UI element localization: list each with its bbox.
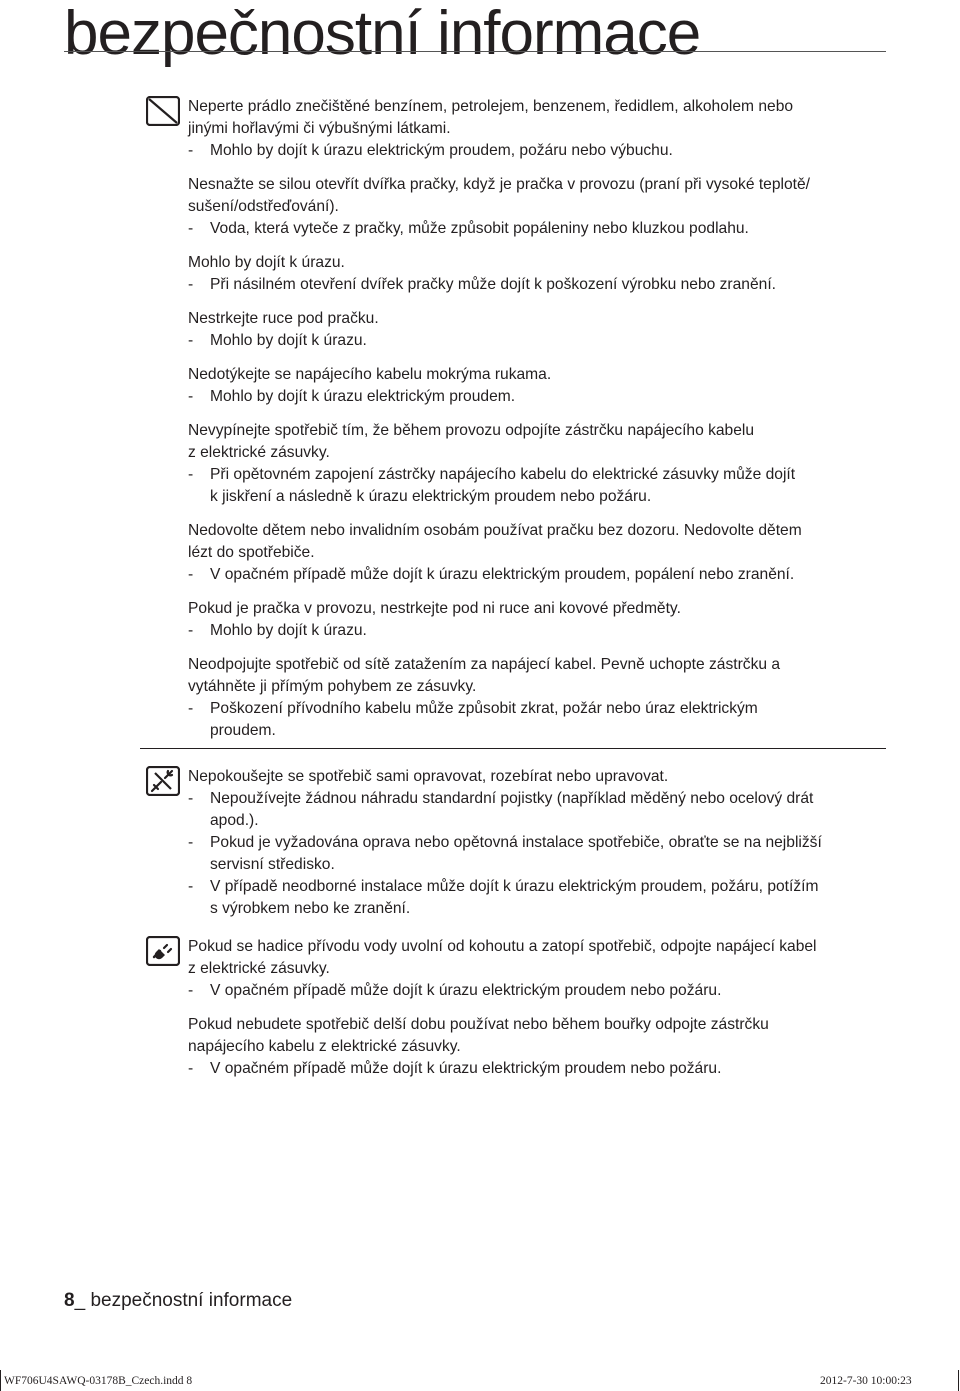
consequence-line: - Při opětovném zapojení zástrčky napájecího kabelu do elektrické zásuvky může dojít (210, 466, 796, 483)
safety-item (188, 766, 878, 920)
safety-item-text: Neperte prádlo znečištěné benzínem, petrolejem, benzenem, ředidlem, alkoholem nebo (188, 98, 794, 115)
consequence-line: - Poškození přívodního kabelu může způsobit zkrat, požár nebo úraz elektrickým (210, 700, 758, 717)
safety-item-text: Nestrkejte ruce pod pračku. (188, 310, 379, 327)
print-file-info: WF706U4SAWQ-03178B_Czech.indd 8 (4, 1375, 193, 1387)
safety-item (188, 308, 878, 352)
safety-item-text: Mohlo by dojít k úrazu. (188, 254, 345, 271)
consequence-line: - Mohlo by dojít k úrazu elektrickým proudem, požáru nebo výbuchu. (210, 142, 673, 159)
consequence-line: - V opačném případě může dojít k úrazu elektrickým proudem nebo požáru. (210, 1060, 722, 1077)
consequence-line: s výrobkem nebo ke zranění. (210, 900, 411, 917)
safety-item-text: lézt do spotřebiče. (188, 544, 315, 561)
warning-section-2 (140, 766, 886, 926)
safety-item (188, 252, 878, 296)
consequence-line: - Nepoužívejte žádnou náhradu standardní pojistky (například měděný nebo ocelový drát (210, 790, 814, 807)
safety-item-consequence (188, 876, 878, 920)
safety-item-text: sušení/odstřeďování). (188, 198, 339, 215)
consequence-line: k jiskření a následně k úrazu elektrickým proudem nebo požáru. (210, 488, 652, 505)
safety-item-consequence (188, 698, 878, 742)
consequence-line: - Mohlo by dojít k úrazu elektrickým proudem. (210, 388, 516, 405)
section-2-text (188, 766, 878, 932)
page-title: bezpečnostní informace (64, 0, 701, 68)
safety-item (188, 96, 878, 162)
safety-item-text: Pokud nebudete spotřebič delší dobu používat nebo během bouřky odpojte zástrčku (188, 1016, 769, 1033)
section-3-text (188, 936, 878, 1092)
safety-item-consequence (188, 620, 878, 642)
section-1-text (188, 96, 878, 754)
safety-item (188, 174, 878, 240)
safety-item-text: Pokud je pračka v provozu, nestrkejte pod ni ruce ani kovové předměty. (188, 600, 681, 617)
unplug-icon (146, 936, 180, 966)
safety-item-consequence (188, 1058, 878, 1080)
consequence-line: - V opačném případě může dojít k úrazu elektrickým proudem, popálení nebo zranění. (210, 566, 795, 583)
crop-mark-right (958, 1370, 959, 1391)
safety-item-text: Neodpojujte spotřebič od sítě zatažením za napájecí kabel. Pevně uchopte zástrčku a (188, 656, 781, 673)
safety-item-consequence (188, 386, 878, 408)
consequence-line: - Voda, která vyteče z pračky, může způsobit popáleniny nebo kluzkou podlahu. (210, 220, 749, 237)
safety-item-text: Nedovolte dětem nebo invalidním osobám používat pračku bez dozoru. Nedovolte dětem (188, 522, 802, 539)
crop-mark-left (0, 1370, 1, 1391)
safety-item-text: Nedotýkejte se napájecího kabelu mokrýma rukama. (188, 366, 552, 383)
safety-item-text: Nesnažte se silou otevřít dvířka pračky, když je pračka v provozu (praní při vysoké teplotě/ (188, 176, 810, 193)
consequence-line: proudem. (210, 722, 276, 739)
safety-item-text: Nepokoušejte se spotřebič sami opravovat, rozebírat nebo upravovat. (188, 768, 669, 785)
section-divider (140, 748, 886, 749)
safety-item-text: z elektrické zásuvky. (188, 444, 330, 461)
page-number: 8 (64, 1290, 75, 1311)
safety-item (188, 1014, 878, 1080)
footer-separator: _ (74, 1290, 86, 1311)
safety-item-text: napájecího kabelu z elektrické zásuvky. (188, 1038, 461, 1055)
safety-item-consequence (188, 832, 878, 876)
safety-item-text: Pokud se hadice přívodu vody uvolní od kohoutu a zatopí spotřebič, odpojte napájecí kabel (188, 938, 817, 955)
safety-item-text: vytáhněte ji přímým pohybem ze zásuvky. (188, 678, 477, 695)
safety-item-text: jinými hořlavými či výbušnými látkami. (188, 120, 451, 137)
safety-item-text: z elektrické zásuvky. (188, 960, 330, 977)
consequence-line: servisní středisko. (210, 856, 335, 873)
consequence-line: - Mohlo by dojít k úrazu. (210, 332, 367, 349)
footer-section-name: bezpečnostní informace (90, 1290, 293, 1311)
safety-item-consequence (188, 464, 878, 508)
safety-item (188, 520, 878, 586)
warning-section-1 (140, 96, 886, 760)
safety-item (188, 936, 878, 1002)
consequence-line: - V případě neodborné instalace může dojít k úrazu elektrickým proudem, požáru, potížím (210, 878, 819, 895)
consequence-line: - Při násilném otevření dvířek pračky může dojít k poškození výrobku nebo zranění. (210, 276, 776, 293)
consequence-line: apod.). (210, 812, 259, 829)
safety-item (188, 598, 878, 642)
safety-item (188, 420, 878, 508)
safety-item-consequence (188, 140, 878, 162)
safety-item (188, 654, 878, 742)
safety-item-consequence (188, 274, 878, 296)
consequence-line: - Mohlo by dojít k úrazu. (210, 622, 367, 639)
no-disassembly-icon (146, 766, 180, 796)
safety-item-consequence (188, 564, 878, 586)
safety-item-consequence (188, 218, 878, 240)
title-divider (64, 51, 886, 52)
safety-item-text: Nevypínejte spotřebič tím, že během provozu odpojíte zástrčku napájecího kabelu (188, 422, 755, 439)
consequence-line: - Pokud je vyžadována oprava nebo opětovná instalace spotřebiče, obraťte se na nejbližší (210, 834, 822, 851)
safety-item-consequence (188, 980, 878, 1002)
print-date-info: 2012-7-30 10:00:23 (820, 1375, 912, 1387)
warning-section-3 (140, 936, 886, 1086)
safety-item (188, 364, 878, 408)
prohibition-icon (146, 96, 180, 126)
safety-item-consequence (188, 788, 878, 832)
page-footer (64, 1290, 292, 1312)
safety-item-consequence (188, 330, 878, 352)
consequence-line: - V opačném případě může dojít k úrazu elektrickým proudem nebo požáru. (210, 982, 722, 999)
